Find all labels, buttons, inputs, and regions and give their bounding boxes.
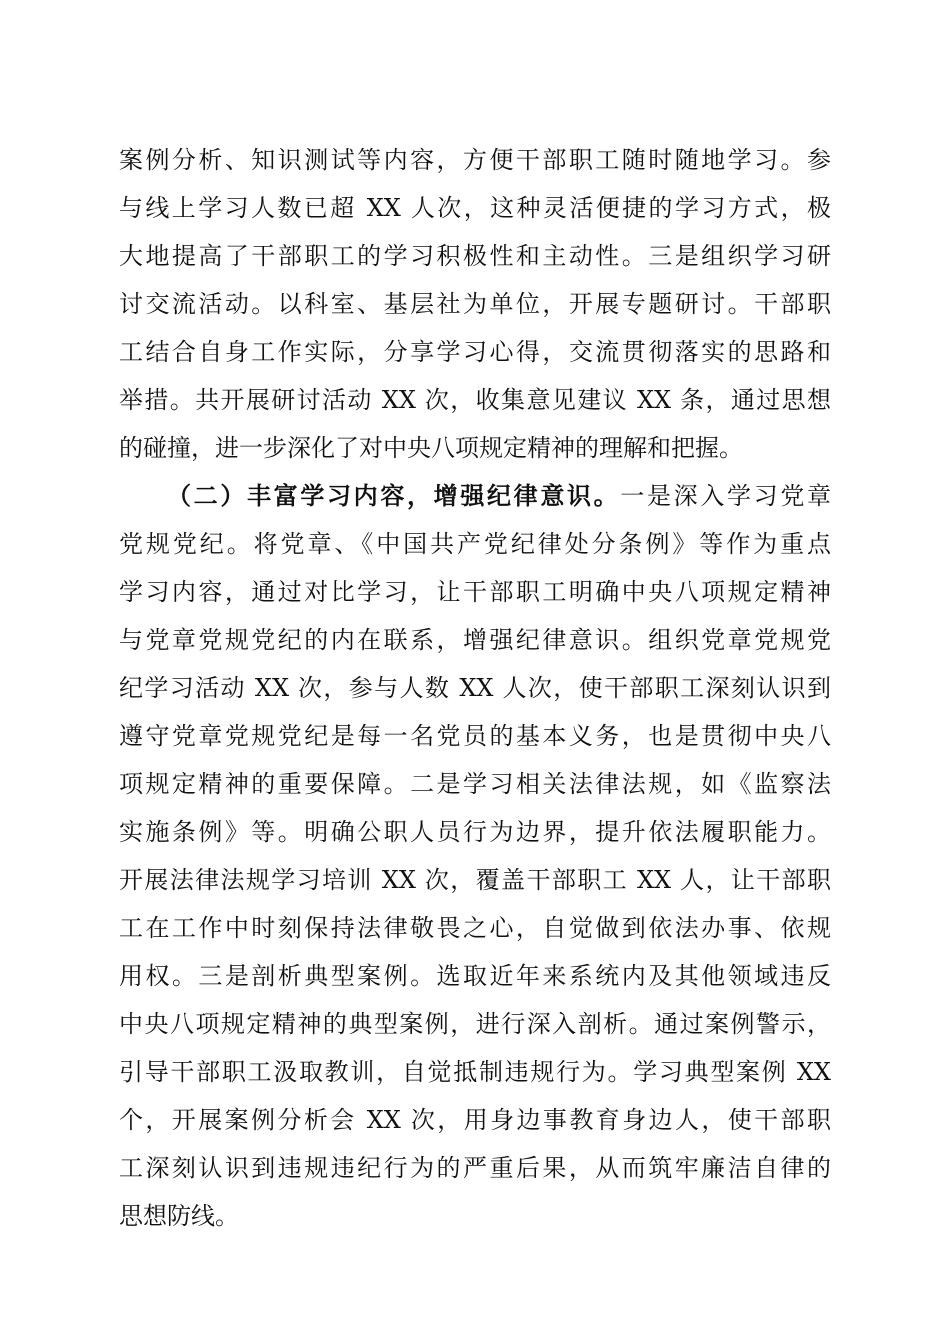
- paragraph-2-line-10: 工在工作中时刻保持法律敬畏之心，自觉做到依法办事、依规: [119, 914, 831, 942]
- paragraph-1-line-5: 工结合自身工作实际，分享学习心得，交流贯彻落实的思路和: [119, 338, 831, 366]
- paragraph-1-line-1: 案例分析、知识测试等内容，方便干部职工随时随地学习。参: [119, 146, 831, 174]
- paragraph-2-line-4: 与党章党规党纪的内在联系，增强纪律意识。组织党章党规党: [119, 626, 831, 654]
- paragraph-2-line-2: 党规党纪。将党章、《中国共产党纪律处分条例》等作为重点: [119, 530, 831, 558]
- paragraph-2-line-8: 实施条例》等。明确公职人员行为边界，提升依法履职能力。: [119, 818, 831, 846]
- paragraph-2-line-16: 思想防线。: [119, 1202, 239, 1230]
- paragraph-2-line-14: 个，开展案例分析会 XX 次，用身边事教育身边人，使干部职: [119, 1106, 831, 1134]
- paragraph-1-line-7: 的碰撞，进一步深化了对中央八项规定精神的理解和把握。: [119, 434, 743, 462]
- paragraph-2-line-6: 遵守党章党规党纪是每一名党员的基本义务，也是贯彻中央八: [119, 722, 831, 750]
- paragraph-2-line-13: 引导干部职工汲取教训，自觉抵制违规行为。学习典型案例 XX: [119, 1058, 831, 1086]
- section-heading: （二）丰富学习内容，增强纪律意识。: [167, 481, 621, 510]
- paragraph-2-line-5: 纪学习活动 XX 次，参与人数 XX 人次，使干部职工深刻认识到: [119, 674, 831, 702]
- paragraph-2-line-15: 工深刻认识到违规违纪行为的严重后果，从而筑牢廉洁自律的: [119, 1154, 831, 1182]
- paragraph-1-line-6: 举措。共开展研讨活动 XX 次，收集意见建议 XX 条，通过思想: [119, 386, 831, 414]
- paragraph-2-line-9: 开展法律法规学习培训 XX 次，覆盖干部职工 XX 人，让干部职: [119, 866, 831, 894]
- paragraph-2-line-3: 学习内容，通过对比学习，让干部职工明确中央八项规定精神: [119, 578, 831, 606]
- paragraph-1-line-4: 讨交流活动。以科室、基层社为单位，开展专题研讨。干部职: [119, 290, 831, 318]
- paragraph-2-line-11: 用权。三是剖析典型案例。选取近年来系统内及其他领域违反: [119, 962, 831, 990]
- paragraph-2-first-text: 一是深入学习党章: [620, 482, 832, 510]
- paragraph-2-line-1: [167, 480, 831, 512]
- paragraph-1-line-2: 与线上学习人数已超 XX 人次，这种灵活便捷的学习方式，极: [119, 194, 831, 222]
- paragraph-1-line-3: 大地提高了干部职工的学习积极性和主动性。三是组织学习研: [119, 242, 831, 270]
- paragraph-2-line-12: 中央八项规定精神的典型案例，进行深入剖析。通过案例警示，: [119, 1010, 831, 1038]
- paragraph-2-line-7: 项规定精神的重要保障。二是学习相关法律法规，如《监察法: [119, 770, 831, 798]
